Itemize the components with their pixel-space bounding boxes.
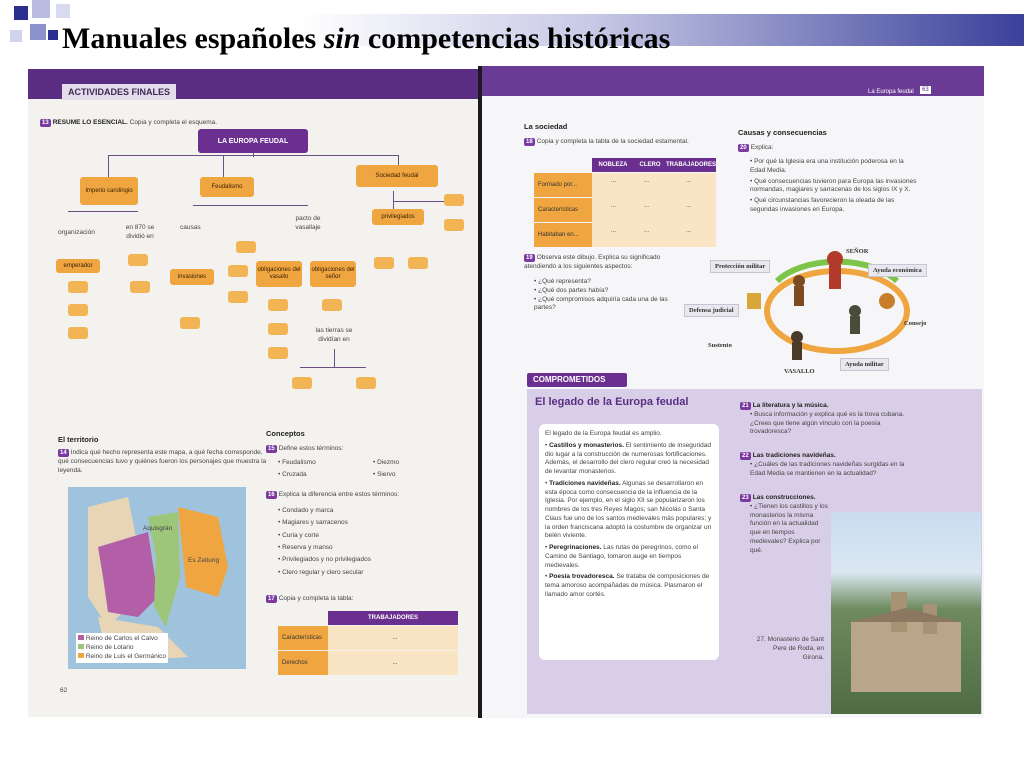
diagram-empty-box [268, 299, 288, 311]
table-cell: ... [611, 203, 617, 209]
legend-item: Reino de Carlos el Calvo [78, 635, 166, 644]
term: • Siervo [373, 471, 396, 478]
table-cell: ... [644, 203, 650, 209]
activity-20: 20 Explica: [740, 144, 774, 151]
col-clero: CLERO [634, 158, 666, 172]
label-senor: SEÑOR [846, 248, 869, 255]
diagram-empty-box [268, 323, 288, 335]
activity-23: 23 Las construcciones. • ¿Tienen los castillos y los monasterios la misma función en la actualidad que en tiempos medievales? Explica por qué. [742, 494, 828, 554]
legend-item: Reino de Lotario [78, 644, 166, 653]
page-header-number: 63 [922, 87, 929, 93]
diagram-empty-box [228, 265, 248, 277]
diagram-empty-box [356, 377, 376, 389]
comprometidos-band: COMPROMETIDOS [527, 373, 627, 387]
caption-tierras: las tierras se dividían en [315, 327, 353, 343]
diagram-empty-box [322, 299, 342, 311]
diagram-empty-box [444, 219, 464, 231]
label-defensa-judicial: Defensa judicial [684, 304, 739, 317]
term-list: • Condado y marca • Magiares y sarracenos • Curia y corte • Reserva y manso • Privilegiados y no privilegiados • Clero regular y clero secular [278, 507, 371, 576]
activity-16: 16 Explica la diferencia entre estos términos: [268, 491, 399, 498]
diagram-empty-box [408, 257, 428, 269]
table-cell: ... [644, 178, 650, 184]
connector [108, 155, 109, 177]
decor-square-2 [32, 0, 50, 18]
caption-causas: causas [180, 224, 201, 231]
table-cell: ... [686, 178, 692, 184]
col-nobleza: NOBLEZA [592, 158, 634, 172]
connector [253, 153, 254, 157]
legend-item: Reino de Luis el Germánico [78, 653, 166, 662]
connector [334, 349, 335, 367]
heading-causas: Causas y consecuencias [738, 128, 827, 137]
slide-title: Manuales españoles sin competencias históricas [62, 22, 671, 55]
diagram-empty-box [128, 254, 148, 266]
table-cell: ... [611, 228, 617, 234]
row-label: Habitaban en... [534, 223, 592, 247]
left-textbook-page [28, 69, 479, 717]
dibujo-list: • ¿Qué representa? • ¿Qué dos partes había? • ¿Qué compromisos adquiría cada una de las partes? [534, 278, 668, 312]
decor-square-6 [10, 30, 22, 42]
diagram-empty-box [292, 377, 312, 389]
activity-15: 15 Define estos términos: [268, 445, 344, 452]
decor-square-4 [30, 24, 46, 40]
activity-22: 22 Las tradiciones navideñas. • ¿Cuáles de las tradiciones navideñas surgidas en la Edad Media se mantienen en la actualidad? [742, 452, 905, 477]
label-sustento: Sustento [708, 342, 732, 349]
connector [300, 367, 366, 368]
connector [223, 155, 224, 177]
heading-conceptos: Conceptos [266, 429, 305, 438]
box-invasiones: invasiones [170, 269, 214, 285]
diagram-root: LA EUROPA FEUDAL [198, 129, 308, 153]
diagram-empty-box [68, 327, 88, 339]
diagram-empty-box [228, 291, 248, 303]
activity-18: 18 Copia y completa la tabla de la sociedad estamental. [526, 138, 689, 145]
col-trabajadores: TRABAJADORES [666, 158, 716, 172]
activity-21: 21 La literatura y la música. • Busca información y explica qué es la trova cubana. ¿Crees que tiene algún vínculo con la poesía trovadoresca? [742, 402, 905, 436]
table-cell: ... [328, 626, 458, 650]
diagram-empty-box [68, 281, 88, 293]
diagram-empty-box [68, 304, 88, 316]
legado-text: El legado de la Europa feudal es amplio. • Castillos y monasterios. El sentimiento de inseguridad dio lugar a la construcción de numerosas fortificaciones. Además, el desarrollo del clero regular creó la necesidad de levantar monasterios. • Tradiciones navideñas. Algunas se desarrollaron en esta época como consecuencia de la influencia de la Iglesia. Por ejemplo, en el siglo XII se popularizaron los nombres de los tres Reyes Magos; san Nicolás o Santa Claus fue uno de los santos medievales más populares; y la orden franciscana adoptó la costumbre de organizar un belén viviente. • Peregrinaciones. Las rutas de peregrinos, como el Camino de Santiago, tomaron auge en tiempos medievales. • Poesía trovadoresca. Se trataba de composiciones de tema amoroso acompañadas de música. Plasmaron el llamado amor cortés. [545, 430, 712, 599]
table-cell: ... [686, 203, 692, 209]
branch-sociedad-feudal: Sociedad feudal [356, 165, 438, 187]
connector [193, 205, 308, 206]
row-label: Formado por... [534, 173, 592, 197]
book-spine-shadow [478, 66, 482, 718]
legado-title: El legado de la Europa feudal [535, 396, 689, 408]
branch-imperio-carolingio: Imperio carolingio [80, 177, 138, 205]
table-cell: ... [686, 228, 692, 234]
causas-list: • Por qué la Iglesia era una institución poderosa en la Edad Media. • Qué consecuencias tuvieron para Europa las invasiones normandas, magiares y sarracenas de los siglos IX y X. • Qué circunstancias favorecieron la oleada de las segundas invasiones en Europa. [750, 158, 917, 213]
right-textbook-page [482, 66, 984, 718]
table-cell: ... [328, 651, 458, 675]
map-label-zeitung: Es Zeitung [188, 557, 220, 564]
term: • Diezmo [373, 459, 400, 466]
caption-870: en 870 se dividió en [125, 224, 155, 240]
table-body [592, 173, 716, 247]
activity-14: 14 Indica qué hecho representa este mapa, a qué fecha corresponde, qué consecuencias tuvo y quiénes fueron los personajes que muestra la leyenda. [58, 449, 267, 474]
box-privilegiados: privilegiados [372, 209, 424, 225]
heading-sociedad: La sociedad [524, 122, 568, 131]
europe-map [68, 487, 246, 669]
caption-organizacion: organización [58, 229, 95, 236]
table-cell: ... [611, 178, 617, 184]
box-obligaciones-vasallo: obligaciones del vasallo [256, 261, 302, 287]
diagram-empty-box [444, 194, 464, 206]
map-label-aquisgran: Aquisgrán [143, 525, 173, 532]
decor-square-3 [56, 4, 70, 18]
table-row-label: Características [278, 626, 328, 650]
box-emperador: emperador [56, 259, 100, 273]
diagram-empty-box [374, 257, 394, 269]
diagram-empty-box [180, 317, 200, 329]
branch-feudalismo: Feudalismo [200, 177, 254, 197]
caption-pacto: pacto de vasallaje [295, 215, 321, 231]
heading-territorio: El territorio [58, 435, 99, 444]
label-ayuda-economica: Ayuda económica [868, 264, 927, 277]
section-label: ACTIVIDADES FINALES [62, 84, 176, 100]
monastery-photo [831, 512, 981, 714]
label-consejo: Consejo [904, 320, 927, 327]
page-number: 62 [60, 687, 68, 694]
term: • Feudalismo [278, 459, 316, 466]
diagram-empty-box [236, 241, 256, 253]
table-row-label: Derechos [278, 651, 328, 675]
label-proteccion-militar: Protección militar [710, 260, 770, 273]
diagram-empty-box [268, 347, 288, 359]
activity-13: 13 RESUME LO ESENCIAL. Copia y completa el esquema. [42, 119, 218, 126]
activity-19: 19 Observa este dibujo. Explica su significado atendiendo a los siguientes aspectos: [524, 254, 661, 270]
diagram-empty-box [130, 281, 150, 293]
label-ayuda-militar: Ayuda militar [840, 358, 889, 371]
connector [68, 211, 138, 212]
label-vasallo: VASALLO [784, 368, 815, 375]
table-header-trabajadores: TRABAJADORES [328, 611, 458, 625]
connector [398, 155, 399, 165]
monastery-drawing [831, 512, 981, 714]
term: • Cruzada [278, 471, 307, 478]
page-header: La Europa feudal [868, 89, 914, 95]
decor-square-1 [14, 6, 28, 20]
decor-square-5 [48, 30, 58, 40]
activity-17: 17 Copia y completa la tabla: [268, 595, 354, 602]
map-legend [76, 633, 168, 663]
row-label: Características [534, 198, 592, 222]
table-cell: ... [644, 228, 650, 234]
photo-caption: 27. Monasterio de Sant Pere de Roda, en Girona. [756, 636, 824, 661]
box-obligaciones-senor: obligaciones del señor [310, 261, 356, 287]
